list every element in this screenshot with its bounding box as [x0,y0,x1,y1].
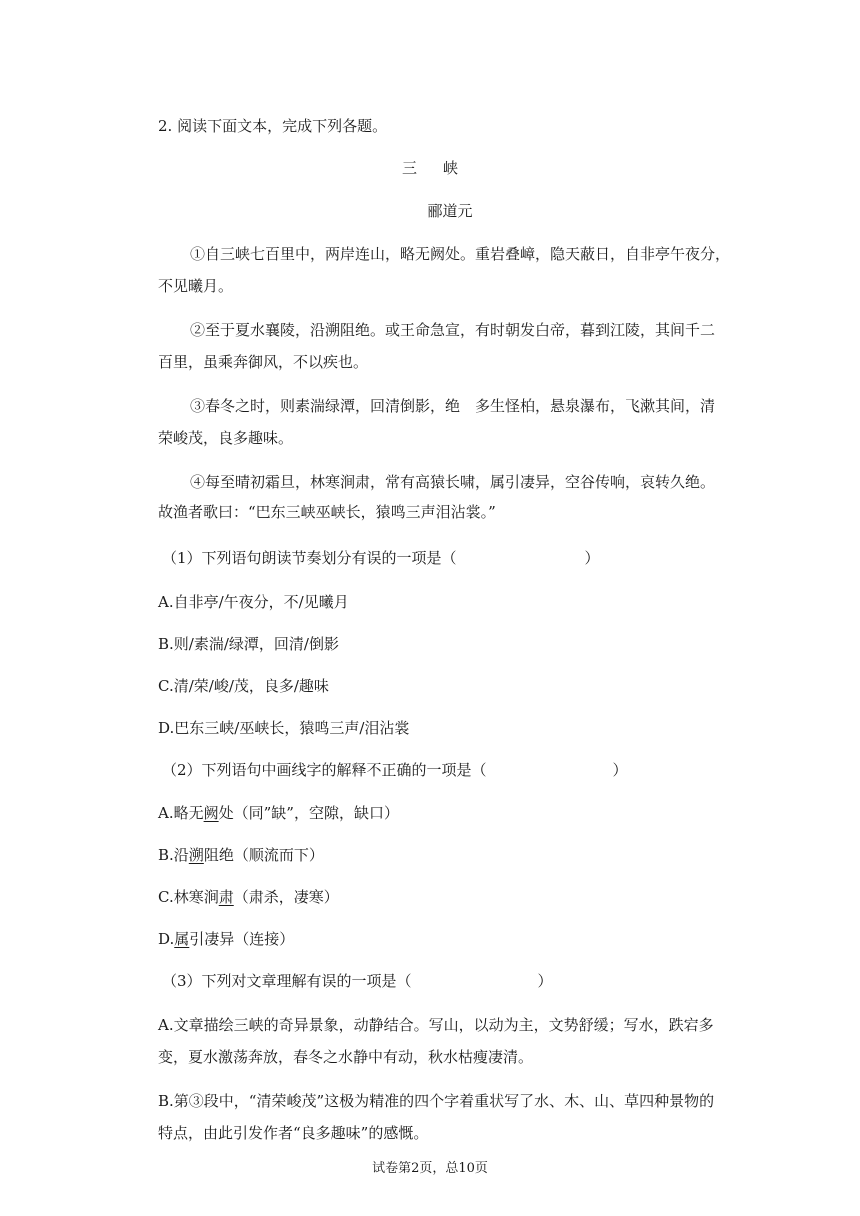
paragraph-1-line-1: ①自三峡七百里中，两岸连山，略无阙处。重岩叠嶂，隐天蔽日，自非亭午夜分， [190,245,731,263]
paragraph-4-line-1: ④每至晴初霜旦，林寒涧肃，常有高猿长啸，属引凄异，空谷传响，哀转久绝。 [190,473,716,491]
poem-title: 三 峡 [401,159,459,177]
question-2-option-b: B.沿溯阻绝（顺流而下） [158,846,324,864]
poem-author: 郦道元 [427,202,473,220]
question-3-stem: （3）下列对文章理解有误的一项是（ ） [162,972,553,990]
question-2-stem: （2）下列语句中画线字的解释不正确的一项是（ ） [162,761,628,779]
paragraph-3-line-1: ③春冬之时，则素湍绿潭，回清倒影，绝 多生怪柏，悬泉瀑布，飞漱其间，清 [190,397,716,415]
paragraph-4-line-2: 故渔者歌曰：“巴东三峡巫峡长，猿鸣三声泪沾裳。” [158,503,496,521]
question-3-option-b-line-2: 特点，由此引发作者“良多趣味”的感慨。 [158,1124,429,1142]
paragraph-2-line-1: ②至于夏水襄陵，沿溯阻绝。或王命急宣，有时朝发白帝，暮到江陵，其间千二 [190,321,716,339]
underlined-char: 属 [174,930,190,948]
question-1-option-b: B.则/素湍/绿潭，回清/倒影 [158,635,339,653]
question-intro: 2. 阅读下面文本，完成下列各题。 [158,117,388,135]
question-1-option-c: C.清/荣/峻/茂，良多/趣味 [158,677,329,695]
paragraph-3-line-2: 荣峻茂，良多趣味。 [158,429,294,447]
question-1-option-d: D.巴东三峡/巫峡长，猿鸣三声/泪沾裳 [158,719,410,737]
page-footer: 试卷第2页，总10页 [372,1161,488,1176]
underlined-char: 溯 [188,846,204,864]
question-3-option-b-line-1: B.第③段中，“清荣峻茂”这极为精准的四个字着重状写了水、木、山、草四种景物的 [158,1092,715,1110]
question-2-option-c: C.林寒涧肃（肃杀，凄寒） [158,888,339,906]
paragraph-1-line-2: 不见曦月。 [158,277,234,295]
underlined-char: 阙 [203,804,219,822]
question-1-option-a: A.自非亭/午夜分，不/见曦月 [158,593,349,611]
paragraph-2-line-2: 百里，虽乘奔御风，不以疾也。 [158,353,369,371]
question-3-option-a-line-1: A.文章描绘三峡的奇异景象，动静结合。写山，以动为主，文势舒缓；写水，跌宕多 [158,1016,714,1034]
underlined-char: 肃 [218,888,234,906]
question-2-option-a: A.略无阙处（同”缺”，空隙，缺口） [158,804,399,822]
question-2-option-d: D.属引凄异（连接） [158,930,295,948]
question-1-stem: （1）下列语句朗读节奏划分有误的一项是（ ） [162,549,600,567]
question-3-option-a-line-2: 变，夏水激荡奔放，春冬之水静中有动，秋水枯瘦凄清。 [158,1048,534,1066]
